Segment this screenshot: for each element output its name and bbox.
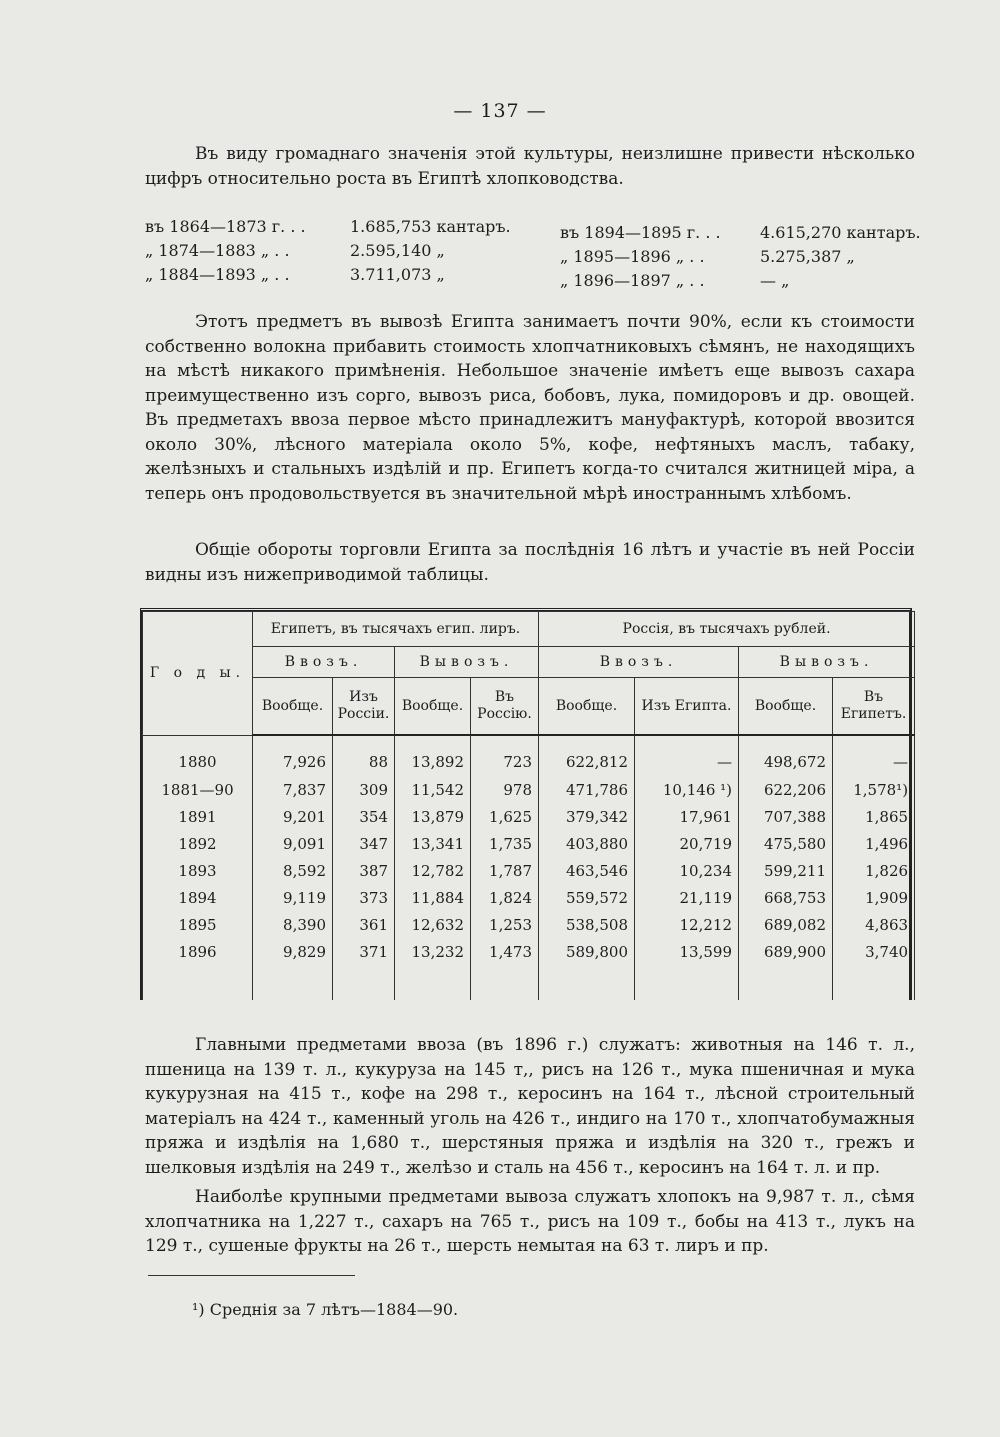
table-cell: 1,824 [471, 884, 539, 911]
imports-paragraph [145, 1033, 915, 1180]
cell-year: 1892 [143, 830, 253, 857]
stat-period: въ 1894—1895 г. . . [560, 223, 721, 242]
table-cell: 21,119 [635, 884, 739, 911]
years-header: Г о д ы. [143, 612, 253, 736]
table-cell: 4,863 [833, 911, 915, 938]
stat-row [560, 245, 925, 269]
table-cell: 498,672 [739, 735, 833, 776]
export-text: Этотъ предметъ въ вывозѣ Египта занимаетъ почти 90%, если къ стоимости собственно волокна прибавить стоимость хлопчатниковыхъ сѣмянъ, не находящихъ на мѣстѣ никакого примѣненія. Небольшое значеніе имѣетъ еще вывозъ сахара преимущественно изъ сорго, вывозъ риса, бобовъ, лука, помидоровъ и др. овощей. Въ предметахъ ввоза первое мѣсто принадлежитъ мануфактурѣ, которой ввозится около 30%, лѣсного матеріала около 5%, кофе, нефтяныхъ маслъ, табаку, желѣзныхъ и стальныхъ издѣлій и пр. Египетъ когда-то считался житницей міра, а теперь онъ продовольствуется въ значительной мѣрѣ иностраннымъ хлѣбомъ. [145, 312, 915, 504]
table-cell: 1,865 [833, 803, 915, 830]
col-russia-import-from-egypt: Изъ Египта. [635, 678, 739, 736]
stat-row [560, 221, 925, 245]
table-cell: 354 [333, 803, 395, 830]
table-cell: 707,388 [739, 803, 833, 830]
cell-year: 1894 [143, 884, 253, 911]
table-cell: 9,091 [253, 830, 333, 857]
table-cell: 7,837 [253, 776, 333, 803]
table-cell: 689,082 [739, 911, 833, 938]
table-cell: — [833, 735, 915, 776]
table-cell: 463,546 [539, 857, 635, 884]
table-cell: 11,542 [395, 776, 471, 803]
table-cell: 538,508 [539, 911, 635, 938]
stat-row [560, 269, 925, 293]
table-cell: 1,496 [833, 830, 915, 857]
table-cell: 1,473 [471, 938, 539, 965]
stat-value: 4.615,270 кантаръ. [760, 223, 921, 242]
table-cell: 599,211 [739, 857, 833, 884]
intro-text: Въ виду громаднаго значенія этой культуры, неизлишне привести нѣсколько цифръ относительно роста въ Египтѣ хлопководства. [145, 144, 915, 189]
table-cell: 371 [333, 938, 395, 965]
table-cell: 1,253 [471, 911, 539, 938]
exports-text: Наиболѣе крупными предметами вывоза служатъ хлопокъ на 9,987 т. л., сѣмя хлопчатника на 1,227 т., сахаръ на 765 т., рисъ на 109 т., бобы на 413 т., лукъ на 129 т., сушеные фрукты на 26 т., шерсть немытая на 63 т. лиръ и пр. [145, 1187, 915, 1256]
table-cell: 347 [333, 830, 395, 857]
table-cell: 13,892 [395, 735, 471, 776]
col-egypt-import-from-russia: Изъ Россіи. [333, 678, 395, 736]
table-cell: 12,782 [395, 857, 471, 884]
cotton-production-stats [145, 215, 925, 295]
table-cell: 12,212 [635, 911, 739, 938]
table-cell: 10,234 [635, 857, 739, 884]
table-cell: 1,826 [833, 857, 915, 884]
stat-period: „ 1884—1893 „ . . [145, 265, 290, 284]
table-cell: 8,390 [253, 911, 333, 938]
table-cell: 11,884 [395, 884, 471, 911]
table-cell: 373 [333, 884, 395, 911]
trade-table [142, 611, 915, 1000]
table-cell: 9,829 [253, 938, 333, 965]
table-row [143, 938, 915, 965]
stat-value: — „ [760, 271, 790, 290]
table-row [143, 776, 915, 803]
stat-row [145, 215, 525, 239]
table-row [143, 735, 915, 776]
stat-value: 1.685,753 кантаръ. [350, 217, 511, 236]
table-cell: 1,578¹) [833, 776, 915, 803]
table-cell: 1,909 [833, 884, 915, 911]
table-cell: 3,740 [833, 938, 915, 965]
stats-right-column [560, 221, 925, 293]
col-russia-import-total: Вообще. [539, 678, 635, 736]
table-cell: 13,599 [635, 938, 739, 965]
footnote-divider [148, 1275, 355, 1276]
table-cell: 13,232 [395, 938, 471, 965]
col-russia-export-total: Вообще. [739, 678, 833, 736]
cell-year: 1880 [143, 735, 253, 776]
table-cell: 13,879 [395, 803, 471, 830]
table-cell: 723 [471, 735, 539, 776]
col-russia-export-to-egypt: Въ Египетъ. [833, 678, 915, 736]
col-egypt-export-total: Вообще. [395, 678, 471, 736]
exports-paragraph [145, 1185, 915, 1259]
table-cell: 12,632 [395, 911, 471, 938]
imports-text: Главными предметами ввоза (въ 1896 г.) служатъ: животныя на 146 т. л., пшеница на 139 т. л., кукуруза на 145 т,, рисъ на 126 т., мука пшеничная и мука кукурузная на 415 т., кофе на 298 т., керосинъ на 164 т., лѣсной строительный матеріалъ на 424 т., каменный уголь на 426 т., индиго на 170 т., хлопчатобумажныя пряжа и издѣлія на 1,680 т., шерстяныя пряжа и издѣлія на 320 т., грежъ и шелковыя издѣлія на 249 т., желѣзо и сталь на 456 т., керосинъ на 164 т. л. и пр. [145, 1035, 915, 1178]
table-cell: 689,900 [739, 938, 833, 965]
intro-paragraph [145, 142, 915, 191]
trade-intro-text: Общіе обороты торговли Египта за послѣднія 16 лѣтъ и участіе въ ней Россіи видны изъ нижеприводимой таблицы. [145, 540, 915, 585]
table-cell: 13,341 [395, 830, 471, 857]
stat-period: „ 1896—1897 „ . . [560, 271, 705, 290]
table-cell: 9,201 [253, 803, 333, 830]
table-cell: 559,572 [539, 884, 635, 911]
table-row [143, 803, 915, 830]
egypt-import-header: Ввозъ. [253, 647, 395, 678]
table-cell: 1,625 [471, 803, 539, 830]
table-cell: 1,787 [471, 857, 539, 884]
stat-period: „ 1874—1883 „ . . [145, 241, 290, 260]
cell-year: 1891 [143, 803, 253, 830]
table-cell: 7,926 [253, 735, 333, 776]
col-egypt-export-to-russia: Въ Россію. [471, 678, 539, 736]
table-cell: 589,800 [539, 938, 635, 965]
table-cell: 387 [333, 857, 395, 884]
russia-header: Россія, въ тысячахъ рублей. [539, 612, 915, 647]
table-cell: 17,961 [635, 803, 739, 830]
table-cell: 379,342 [539, 803, 635, 830]
stat-value: 5.275,387 „ [760, 247, 855, 266]
cell-year: 1896 [143, 938, 253, 965]
col-egypt-import-total: Вообще. [253, 678, 333, 736]
stat-period: въ 1864—1873 г. . . [145, 217, 306, 236]
stat-value: 3.711,073 „ [350, 265, 445, 284]
table-cell: 471,786 [539, 776, 635, 803]
export-paragraph [145, 310, 915, 506]
trade-intro-paragraph [145, 538, 915, 587]
russia-export-header: Вывозъ. [739, 647, 915, 678]
table-cell: 978 [471, 776, 539, 803]
table-cell: — [635, 735, 739, 776]
table-row [143, 911, 915, 938]
table-cell: 622,206 [739, 776, 833, 803]
footnote: ¹) Среднія за 7 лѣтъ—1884—90. [192, 1300, 459, 1319]
table-cell: 88 [333, 735, 395, 776]
table-cell: 8,592 [253, 857, 333, 884]
table-cell: 403,880 [539, 830, 635, 857]
cell-year: 1893 [143, 857, 253, 884]
table-cell: 668,753 [739, 884, 833, 911]
table-cell: 622,812 [539, 735, 635, 776]
stat-row [145, 263, 525, 287]
trade-table-frame [140, 608, 912, 1000]
table-filler-row [143, 965, 915, 1000]
page-number: — 137 — [453, 100, 547, 122]
table-cell: 475,580 [739, 830, 833, 857]
table-row [143, 857, 915, 884]
stat-value: 2.595,140 „ [350, 241, 445, 260]
stat-period: „ 1895—1896 „ . . [560, 247, 705, 266]
egypt-export-header: Вывозъ. [395, 647, 539, 678]
table-row [143, 830, 915, 857]
table-cell: 309 [333, 776, 395, 803]
egypt-header: Египетъ, въ тысячахъ егип. лиръ. [253, 612, 539, 647]
cell-year: 1881—90 [143, 776, 253, 803]
stats-left-column [145, 215, 525, 287]
table-cell: 20,719 [635, 830, 739, 857]
stat-row [145, 239, 525, 263]
table-cell: 361 [333, 911, 395, 938]
table-cell: 1,735 [471, 830, 539, 857]
table-cell: 10,146 ¹) [635, 776, 739, 803]
table-cell: 9,119 [253, 884, 333, 911]
table-row [143, 884, 915, 911]
cell-year: 1895 [143, 911, 253, 938]
russia-import-header: Ввозъ. [539, 647, 739, 678]
